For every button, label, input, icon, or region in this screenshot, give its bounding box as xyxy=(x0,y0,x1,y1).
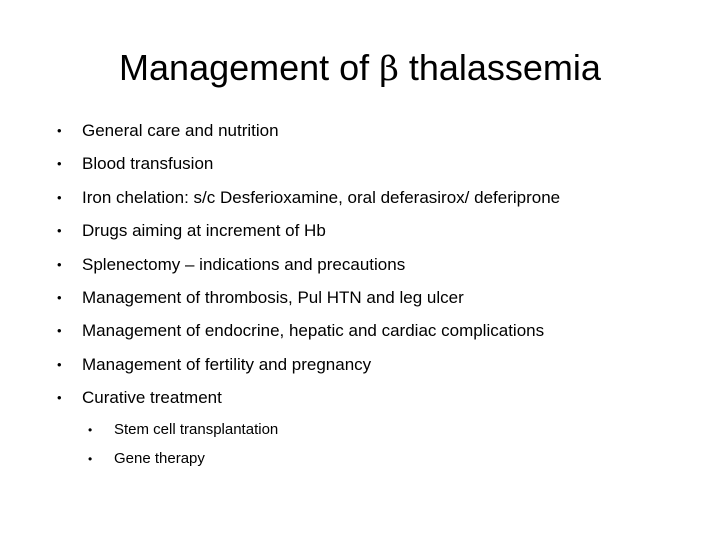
bullet-text: Management of thrombosis, Pul HTN and leg ulcer xyxy=(82,288,464,307)
bullet-dot-icon: • xyxy=(57,123,62,138)
bullet-dot-icon: • xyxy=(88,452,93,466)
bullet-dot-icon: • xyxy=(57,156,62,171)
bullet-dot-icon: • xyxy=(57,190,62,205)
bullet-dot-icon: • xyxy=(57,257,62,272)
bullet-dot-icon: • xyxy=(57,323,62,338)
bullet-text: Management of fertility and pregnancy xyxy=(82,355,372,374)
bullet-dot-icon: • xyxy=(57,390,62,405)
bullet-dot-icon: • xyxy=(57,223,62,238)
sub-bullet-text: Stem cell transplantation xyxy=(114,421,279,438)
bullet-dot-icon: • xyxy=(57,357,62,372)
bullet-dot-icon: • xyxy=(88,423,93,437)
bullet-text: Drugs aiming at increment of Hb xyxy=(82,221,326,240)
bullet-text: Splenectomy – indications and precautions xyxy=(82,255,406,274)
title-suffix: thalassemia xyxy=(398,47,601,88)
beta-symbol: β xyxy=(379,49,399,89)
title-prefix: Management of xyxy=(119,47,380,88)
sub-bullet-text: Gene therapy xyxy=(114,450,205,467)
bullet-text: Iron chelation: s/c Desferioxamine, oral deferasirox/ deferiprone xyxy=(82,188,561,207)
bullet-text: Management of endocrine, hepatic and cardiac complications xyxy=(82,321,545,340)
slide-title xyxy=(0,47,720,90)
bullet-text: Blood transfusion xyxy=(82,154,214,173)
bullet-dot-icon: • xyxy=(57,290,62,305)
bullet-text: General care and nutrition xyxy=(82,121,279,140)
bullet-text: Curative treatment xyxy=(82,388,222,407)
